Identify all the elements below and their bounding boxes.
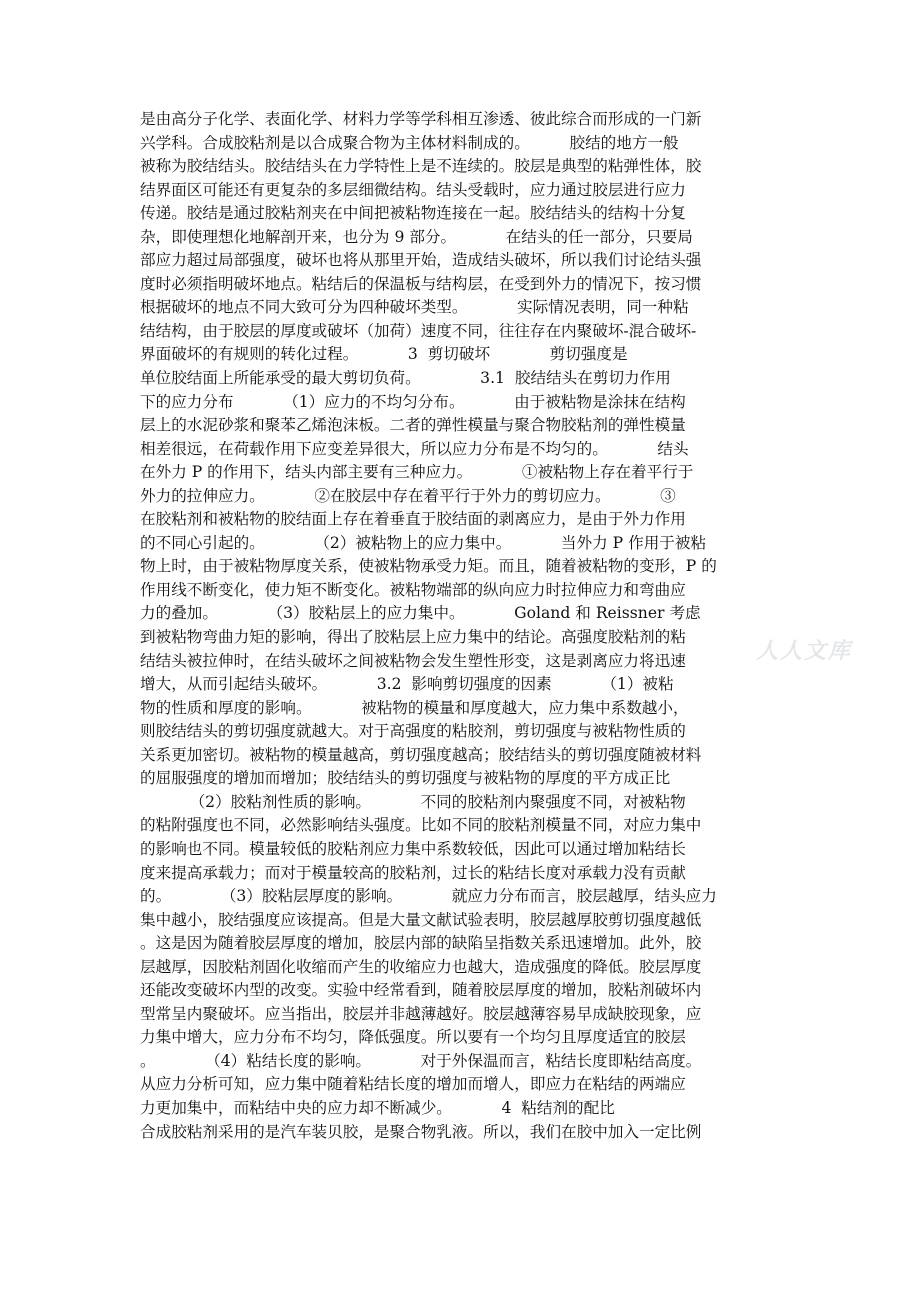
text-line: 集中越小，胶结强度应该提高。但是大量文献试验表明，胶层越厚胶剪切强度越低 [140,910,702,929]
text-line: 物上时，由于被粘物厚度关系，使被粘物承受力矩。而且，随着被粘物的变形，P 的 [140,557,717,576]
text-line: 层越厚，因胶粘剂固化收缩而产生的收缩应力也越大，造成强度的降低。胶层厚度 [140,957,702,976]
text-line: 型常呈内聚破坏。应当指出，胶层并非越薄越好。胶层越薄容易早成缺胶现象，应 [140,1004,702,1023]
text-line: 则胶结结头的剪切强度就越大。对于高强度的粘胶剂，剪切强度与被粘物性质的 [140,722,686,741]
text-line: 。这是因为随着胶层厚度的增加，胶层内部的缺陷呈指数关系迅速增加。此外，胶 [140,934,702,953]
text-line: 的影响也不同。模量较低的胶粘剂应力集中系数较低，因此可以通过增加粘结长 [140,839,686,858]
text-line: （2）胶粘剂性质的影响。 不同的胶粘剂内聚强度不同，对被粘物 [140,792,686,811]
text-line: 度来提高承载力；而对于模量较高的胶粘剂，过长的粘结长度对承载力没有贡献 [140,863,686,882]
text-line: 的粘附强度也不同，必然影响结头强度。比如不同的胶粘剂模量不同，对应力集中 [140,816,702,835]
text-line: 力的叠加。 （3）胶粘层上的应力集中。 Goland 和 Reissner 考虑 [140,604,701,623]
text-line: 层上的水泥砂浆和聚苯乙烯泡沫板。二者的弹性模量与聚合物胶粘剂的弹性模量 [140,416,686,435]
text-line: 物的性质和厚度的影响。 被粘物的模量和厚度越大，应力集中系数越小， [140,698,689,717]
text-line: 结结构，由于胶层的厚度或破坏（加荷）速度不同，往往存在内聚破坏-混合破坏- [140,321,697,340]
text-line: 还能改变破坏内型的改变。实验中经常看到，随着胶层厚度的增加，胶粘剂破坏内 [140,981,702,1000]
text-line: 在胶粘剂和被粘物的胶结面上存在着垂直于胶结面的剥离应力，是由于外力作用 [140,510,686,529]
text-line: 界面破坏的有规则的转化过程。 3 剪切破坏 剪切强度是 [140,345,628,364]
text-line: 部应力超过局部强度，破坏也将从那里开始，造成结头破坏，所以我们讨论结头强 [140,251,702,270]
text-line: 度时必须指明破坏地点。粘结后的保温板与结构层，在受到外力的情况下，按习惯 [140,274,702,293]
text-line: 被称为胶结结头。胶结结头在力学特性上是不连续的。胶层是典型的粘弹性体，胶 [140,157,702,176]
watermark-logo [756,634,852,696]
text-line: 合成胶粘剂采用的是汽车装贝胶，是聚合物乳液。所以，我们在胶中加入一定比例 [140,1122,702,1141]
text-line: 结结头被拉伸时，在结头破坏之间被粘物会发生塑性形变，这是剥离应力将迅速 [140,651,686,670]
text-line: 传递。胶结是通过胶粘剂夹在中间把被粘物连接在一起。胶结结头的结构十分复 [140,204,686,223]
text-line: 的屈服强度的增加而增加；胶结结头的剪切强度与被粘物的厚度的平方成正比 [140,769,671,788]
text-line: 增大，从而引起结头破坏。 3.2 影响剪切强度的因素 （1）被粘 [140,675,674,694]
text-line: 根据破坏的地点不同大致可分为四种破坏类型。 实际情况表明，同一种粘 [140,298,689,317]
text-line: 力更加集中，而粘结中央的应力却不断减少。 4 粘结剂的配比 [140,1098,615,1117]
text-line: 在外力 P 的作用下，结头内部主要有三种应力。 ①被粘物上存在着平行于 [140,463,694,482]
document-body [140,108,790,1144]
text-line: 外力的拉伸应力。 ②在胶层中存在着平行于外力的剪切应力。 ③ [140,486,676,505]
text-line: 关系更加密切。被粘物的模量越高，剪切强度越高；胶结结头的剪切强度随被材料 [140,745,702,764]
text-line: 到被粘物弯曲力矩的影响，得出了胶粘层上应力集中的结论。高强度胶粘剂的粘 [140,628,686,647]
text-line: 作用线不断变化，使力矩不断变化。被粘物端部的纵向应力时拉伸应力和弯曲应 [140,580,686,599]
text-line: 的。 （3）胶粘层厚度的影响。 就应力分布而言，胶层越厚，结头应力 [140,887,717,906]
text-line: 相差很远，在荷载作用下应变差异很大，所以应力分布是不均匀的。 结头 [140,439,689,458]
text-line: 。 （4）粘结长度的影响。 对于外保温而言，粘结长度即粘结高度。 [140,1051,702,1070]
text-line: 力集中增大，应力分布不均匀，降低强度。所以要有一个均匀且厚度适宜的胶层 [140,1028,686,1047]
text-line: 单位胶结面上所能承受的最大剪切负荷。 3.1 胶结结头在剪切力作用 [140,369,671,388]
text-line: 是由高分子化学、表面化学、材料力学等学科相互渗透、彼此综合而形成的一门新 [140,110,702,128]
text-line: 从应力分析可知，应力集中随着粘结长度的增加而增人，即应力在粘结的两端应 [140,1075,686,1094]
text-line: 结界面区可能还有更复杂的多层细微结构。结头受载时，应力通过胶层进行应力 [140,180,686,199]
text-line: 杂，即使理想化地解剖开来，也分为 9 部分。 在结头的任一部分，只要局 [140,227,693,246]
text-line: 的不同心引起的。 （2）被粘物上的应力集中。 当外力 P 作用于被粘 [140,533,707,552]
watermark-text: 人人文库 [756,639,853,664]
text-line: 下的应力分布 （1）应力的不均匀分布。 由于被粘物是涂抹在结构 [140,392,686,411]
text-line: 兴学科。合成胶粘剂是以合成聚合物为主体材料制成的。 胶结的地方一般 [140,133,679,152]
